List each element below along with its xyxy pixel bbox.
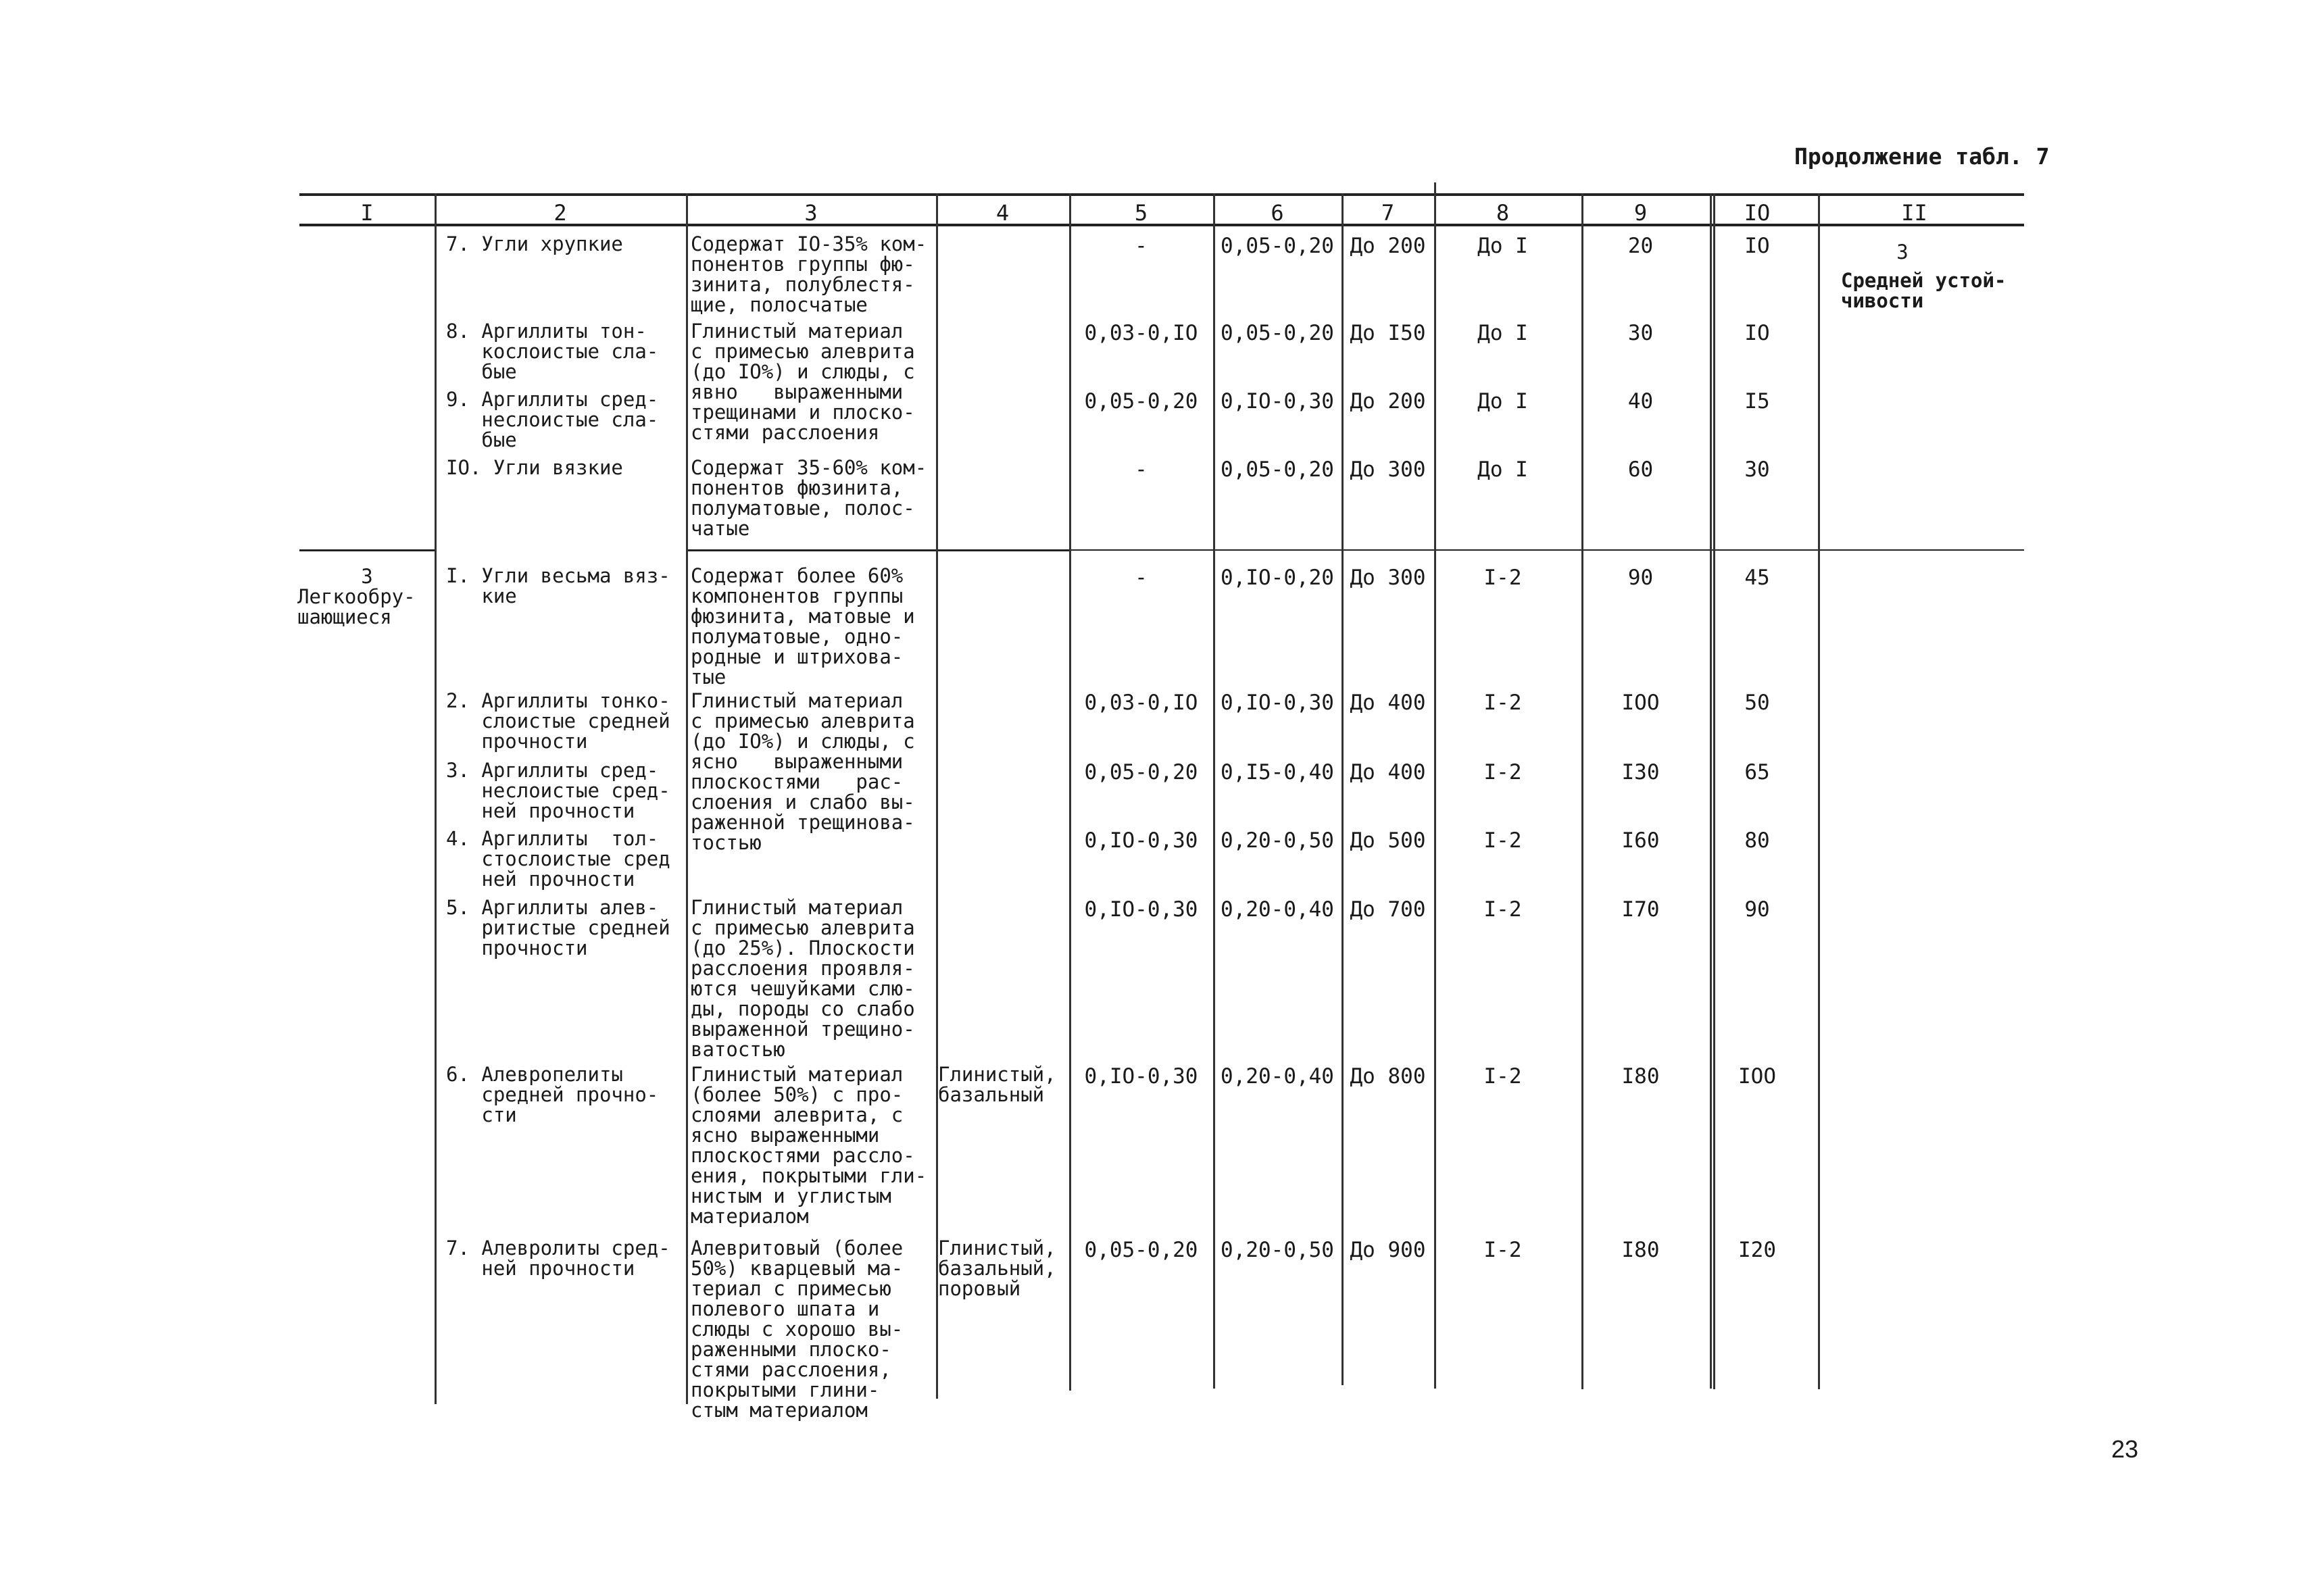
column-5-value: 0,IO-0,30 bbox=[1084, 828, 1198, 853]
column-divider bbox=[1713, 193, 1715, 1389]
rock-description-line: слоения и слабо вы- bbox=[691, 791, 915, 814]
rock-description-line: явно выраженными bbox=[691, 380, 904, 403]
column-5-value: - bbox=[1135, 457, 1148, 482]
rock-description-line: понентов группы фю- bbox=[691, 253, 915, 276]
column-7-value: До 400 bbox=[1350, 691, 1426, 715]
rock-description-line: родные и штрихова- bbox=[691, 645, 904, 668]
rock-name-line: 4. Аргиллиты тол- bbox=[446, 827, 659, 850]
cement-type-line: Глинистый, bbox=[938, 1237, 1056, 1260]
rock-description-line: зинита, полублестя- bbox=[691, 273, 915, 296]
rock-name-line: 5. Аргиллиты алев- bbox=[446, 896, 659, 919]
rock-name-line: средней прочно- bbox=[446, 1083, 659, 1106]
rock-description-line: расслоения проявля- bbox=[691, 957, 915, 980]
rock-description-line: ясно выраженными bbox=[691, 1124, 880, 1147]
column-divider bbox=[1213, 193, 1215, 1389]
rock-description-line: компонентов группы bbox=[691, 584, 904, 607]
rock-description-line: ются чешуйками слю- bbox=[691, 977, 915, 1000]
column-divider bbox=[435, 193, 437, 1404]
column-10-value: 65 bbox=[1744, 760, 1770, 784]
rock-description-line: раженной трещинова- bbox=[691, 811, 915, 834]
rock-description-line: покрытыми глини- bbox=[691, 1378, 880, 1401]
rock-description-line: с примесью алеврита bbox=[691, 916, 915, 939]
column-number-header: 9 bbox=[1633, 200, 1648, 226]
column-7-value: До 200 bbox=[1350, 234, 1426, 258]
column-10-value: IO bbox=[1744, 321, 1770, 345]
rock-description-line: нистым и углистым bbox=[691, 1184, 891, 1207]
stability-category-name-line: чивости bbox=[1841, 289, 1924, 312]
column-10-value: 45 bbox=[1744, 566, 1770, 590]
rock-name-line: бые bbox=[446, 428, 517, 451]
column-8-value: I-2 bbox=[1483, 897, 1522, 922]
rock-description-line: фюзинита, матовые и bbox=[691, 605, 915, 628]
column-divider bbox=[686, 193, 688, 1404]
rock-name bbox=[446, 321, 683, 382]
cement-type-line: базальный, bbox=[938, 1257, 1056, 1280]
group-separator-rule bbox=[299, 549, 435, 551]
rock-description-line: трещинами и плоско- bbox=[691, 401, 915, 424]
rock-description-line: щие, полосчатые bbox=[691, 293, 868, 316]
column-7-value: До 300 bbox=[1350, 566, 1426, 590]
column-9-value: I30 bbox=[1621, 760, 1660, 784]
column-7-value: До 400 bbox=[1350, 760, 1426, 784]
rock-name-line: ритистые средней bbox=[446, 916, 670, 939]
rock-description-line: плоскостями рас- bbox=[691, 770, 904, 793]
rock-name-line: 2. Аргиллиты тонко- bbox=[446, 689, 670, 712]
column-number-header: 5 bbox=[1134, 200, 1148, 226]
column-9-value: I70 bbox=[1621, 897, 1660, 922]
column-7-value: До 200 bbox=[1350, 389, 1426, 414]
rock-name-line: ней прочности bbox=[446, 1257, 635, 1280]
column-number-header: II bbox=[1901, 200, 1927, 226]
column-number-header: 3 bbox=[804, 200, 818, 226]
column-5-value: - bbox=[1135, 566, 1148, 590]
column-5-value: 0,05-0,20 bbox=[1084, 1238, 1198, 1262]
rock-name-line: 7. Угли хрупкие bbox=[446, 232, 623, 255]
rock-name bbox=[446, 691, 683, 751]
rock-name bbox=[446, 828, 683, 889]
rock-description bbox=[691, 1064, 934, 1226]
rock-description-line: ясно выраженными bbox=[691, 750, 904, 773]
rock-description-line: Глинистый материал bbox=[691, 689, 904, 712]
rock-description-line: полуматовые, одно- bbox=[691, 625, 904, 648]
column-divider bbox=[936, 193, 938, 1399]
rock-name bbox=[446, 1238, 683, 1278]
rock-description-line: плоскостями рассло- bbox=[691, 1144, 915, 1167]
rock-description-line: Глинистый материал bbox=[691, 320, 904, 343]
column-10-value: 30 bbox=[1744, 457, 1770, 482]
rock-name-line: кие bbox=[446, 584, 517, 607]
rock-name-line: 3. Аргиллиты сред- bbox=[446, 759, 659, 782]
rock-name-line: IO. Угли вязкие bbox=[446, 456, 623, 479]
rock-name-line: сти bbox=[446, 1103, 517, 1126]
column-6-value: 0,05-0,20 bbox=[1221, 457, 1334, 482]
rock-description-line: териал с примесью bbox=[691, 1277, 891, 1300]
column-6-value: 0,20-0,40 bbox=[1221, 897, 1334, 922]
column-6-value: 0,IO-0,30 bbox=[1221, 389, 1334, 414]
group-name bbox=[297, 587, 439, 627]
column-8-value: I-2 bbox=[1483, 1064, 1522, 1089]
column-7-value: До 800 bbox=[1350, 1064, 1426, 1089]
column-number-header: 7 bbox=[1381, 200, 1395, 226]
column-8-value: До I bbox=[1477, 234, 1528, 258]
rock-name-line: 7. Алевролиты сред- bbox=[446, 1237, 670, 1260]
group-name-line: шающиеся bbox=[297, 605, 392, 628]
rock-name-line: неслоистые сред- bbox=[446, 779, 670, 802]
column-8-value: До I bbox=[1477, 457, 1528, 482]
rock-description-line: 50%) кварцевый ма- bbox=[691, 1257, 904, 1280]
column-10-value: I20 bbox=[1738, 1238, 1776, 1262]
rock-description-line: чатые bbox=[691, 517, 750, 540]
column-10-value: 50 bbox=[1744, 691, 1770, 715]
column-5-value: - bbox=[1135, 234, 1148, 258]
column-7-value: До 900 bbox=[1350, 1238, 1426, 1262]
column-7-value: До 300 bbox=[1350, 457, 1426, 482]
column-number-header: 6 bbox=[1271, 200, 1284, 226]
page-number: 23 bbox=[2111, 1435, 2139, 1463]
rock-name-line: прочности bbox=[446, 730, 588, 753]
column-6-value: 0,05-0,20 bbox=[1221, 321, 1334, 345]
column-divider bbox=[1341, 193, 1344, 1385]
column-divider bbox=[1818, 193, 1820, 1389]
rock-description-line: Содержат IO-35% ком- bbox=[691, 232, 927, 255]
column-6-value: 0,I5-0,40 bbox=[1221, 760, 1334, 784]
column-9-value: IOO bbox=[1621, 691, 1660, 715]
column-5-value: 0,IO-0,30 bbox=[1084, 1064, 1198, 1089]
column-number-header: IO bbox=[1744, 200, 1771, 226]
column-5-value: 0,03-0,IO bbox=[1084, 321, 1198, 345]
rock-name-line: прочности bbox=[446, 937, 588, 959]
group-separator-rule bbox=[1069, 549, 2024, 551]
rock-description bbox=[691, 1238, 934, 1420]
column-8-value: I-2 bbox=[1483, 1238, 1522, 1262]
rock-description-line: понентов фюзинита, bbox=[691, 476, 904, 499]
rock-description-line: с примесью алеврита bbox=[691, 709, 915, 732]
column-10-value: IO bbox=[1744, 234, 1770, 258]
column-5-value: 0,03-0,IO bbox=[1084, 691, 1198, 715]
rock-name-line: неслоистые сла- bbox=[446, 408, 659, 431]
column-5-value: 0,05-0,20 bbox=[1084, 760, 1198, 784]
rock-name bbox=[446, 389, 683, 450]
stability-category-name-line: Средней устой- bbox=[1841, 269, 2007, 292]
rock-description bbox=[691, 897, 934, 1059]
rock-description-line: раженными плоско- bbox=[691, 1338, 891, 1361]
rock-description-line: (до IO%) и слюды, с bbox=[691, 360, 915, 383]
rock-description-line: ды, породы со слабо bbox=[691, 997, 915, 1020]
column-9-value: I80 bbox=[1621, 1064, 1660, 1089]
cement-type bbox=[938, 1064, 1066, 1105]
column-8-value: I-2 bbox=[1483, 566, 1522, 590]
column-5-value: 0,IO-0,30 bbox=[1084, 897, 1198, 922]
column-number-header: 8 bbox=[1496, 200, 1510, 226]
column-10-value: 80 bbox=[1744, 828, 1770, 853]
group-separator-rule bbox=[686, 549, 1069, 551]
column-10-value: I5 bbox=[1744, 389, 1770, 414]
group-name-line: Легкообру- bbox=[297, 585, 416, 608]
rock-description-line: слоями алеврита, с bbox=[691, 1103, 904, 1126]
cement-type-line: базальный bbox=[938, 1083, 1045, 1106]
rock-name bbox=[446, 897, 683, 958]
column-divider bbox=[1581, 193, 1583, 1389]
rock-name-line: бые bbox=[446, 360, 517, 383]
column-7-value: До 700 bbox=[1350, 897, 1426, 922]
rock-name bbox=[446, 566, 683, 606]
rock-description-line: полуматовые, полос- bbox=[691, 497, 915, 520]
rock-description bbox=[691, 321, 934, 443]
rock-description-line: Содержат более 60% bbox=[691, 564, 904, 587]
column-7-value: До 500 bbox=[1350, 828, 1426, 853]
rock-description bbox=[691, 457, 934, 539]
column-number-header: 4 bbox=[995, 200, 1010, 226]
rock-name bbox=[446, 457, 683, 478]
rock-description-line: (до 25%). Плоскости bbox=[691, 937, 915, 959]
column-6-value: 0,20-0,40 bbox=[1221, 1064, 1334, 1089]
column-9-value: 60 bbox=[1627, 457, 1654, 482]
column-9-value: I60 bbox=[1621, 828, 1660, 853]
table-top-rule bbox=[299, 193, 2024, 196]
rock-description-line: слюды с хорошо вы- bbox=[691, 1318, 904, 1341]
rock-description bbox=[691, 691, 934, 853]
rock-description-line: стями расслоения, bbox=[691, 1358, 891, 1381]
column-8-value: I-2 bbox=[1483, 828, 1522, 853]
column-8-value: I-2 bbox=[1483, 691, 1522, 715]
rock-name-line: кослоистые сла- bbox=[446, 340, 659, 363]
column-6-value: 0,20-0,50 bbox=[1221, 828, 1334, 853]
rock-description-line: (более 50%) с про- bbox=[691, 1083, 904, 1106]
rock-description-line: ения, покрытыми гли- bbox=[691, 1164, 927, 1187]
column-5-value: 0,05-0,20 bbox=[1084, 389, 1198, 414]
rock-description-line: материалом bbox=[691, 1205, 809, 1228]
rock-description-line: Содержат 35-60% ком- bbox=[691, 456, 927, 479]
group-number: 3 bbox=[361, 565, 373, 588]
column-number-header: 2 bbox=[553, 200, 567, 226]
rock-description-line: полевого шпата и bbox=[691, 1297, 880, 1320]
rock-name bbox=[446, 234, 683, 254]
column-10-value: IOO bbox=[1738, 1064, 1776, 1089]
rock-name-line: 9. Аргиллиты сред- bbox=[446, 388, 659, 411]
column-6-value: 0,20-0,50 bbox=[1221, 1238, 1334, 1262]
rock-description-line: стым материалом bbox=[691, 1399, 868, 1422]
column-9-value: I80 bbox=[1621, 1238, 1660, 1262]
cement-type bbox=[938, 1238, 1066, 1299]
rock-description-line: тые bbox=[691, 666, 727, 689]
rock-name-line: I. Угли весьма вяз- bbox=[446, 564, 670, 587]
table-continuation-title: Продолжение табл. 7 bbox=[1794, 143, 2050, 170]
rock-description bbox=[691, 234, 934, 315]
column-9-value: 30 bbox=[1627, 321, 1654, 345]
rock-description-line: Глинистый материал bbox=[691, 1063, 904, 1086]
cement-type-line: Глинистый, bbox=[938, 1063, 1056, 1086]
rock-name-line: ней прочности bbox=[446, 868, 635, 891]
rock-name-line: слоистые средней bbox=[446, 709, 670, 732]
rock-description-line: ватостью bbox=[691, 1038, 785, 1061]
column-7-value: До I50 bbox=[1350, 321, 1426, 345]
column-8-value: До I bbox=[1477, 389, 1528, 414]
column-6-value: 0,05-0,20 bbox=[1221, 234, 1334, 258]
rock-description-line: (до IO%) и слюды, с bbox=[691, 730, 915, 753]
column-divider bbox=[1710, 193, 1712, 1389]
rock-name-line: 8. Аргиллиты тон- bbox=[446, 320, 647, 343]
rock-description-line: Алевритовый (более bbox=[691, 1237, 904, 1260]
rock-name bbox=[446, 1064, 683, 1125]
column-number-header: I bbox=[360, 200, 374, 226]
column-6-value: 0,IO-0,30 bbox=[1221, 691, 1334, 715]
rock-name-line: ней прочности bbox=[446, 799, 635, 822]
column-9-value: 90 bbox=[1627, 566, 1654, 590]
stability-category-name bbox=[1841, 270, 2023, 311]
rock-description-line: выраженной трещино- bbox=[691, 1018, 915, 1041]
rock-name-line: стослоистые сред bbox=[446, 847, 670, 870]
rock-name bbox=[446, 760, 683, 821]
column-9-value: 20 bbox=[1627, 234, 1654, 258]
column-8-value: I-2 bbox=[1483, 760, 1522, 784]
stability-category-number: 3 bbox=[1896, 241, 1909, 264]
rock-description-line: стями расслоения bbox=[691, 421, 880, 444]
column-9-value: 40 bbox=[1627, 389, 1654, 414]
rock-description-line: с примесью алеврита bbox=[691, 340, 915, 363]
column-divider bbox=[1069, 193, 1071, 1391]
column-divider bbox=[1434, 182, 1436, 1389]
rock-description-line: тостью bbox=[691, 831, 762, 854]
column-8-value: До I bbox=[1477, 321, 1528, 345]
rock-description bbox=[691, 566, 934, 687]
rock-description-line: Глинистый материал bbox=[691, 896, 904, 919]
cement-type-line: поровый bbox=[938, 1277, 1021, 1300]
column-10-value: 90 bbox=[1744, 897, 1770, 922]
rock-name-line: 6. Алевропелиты bbox=[446, 1063, 623, 1086]
column-6-value: 0,IO-0,20 bbox=[1221, 566, 1334, 590]
